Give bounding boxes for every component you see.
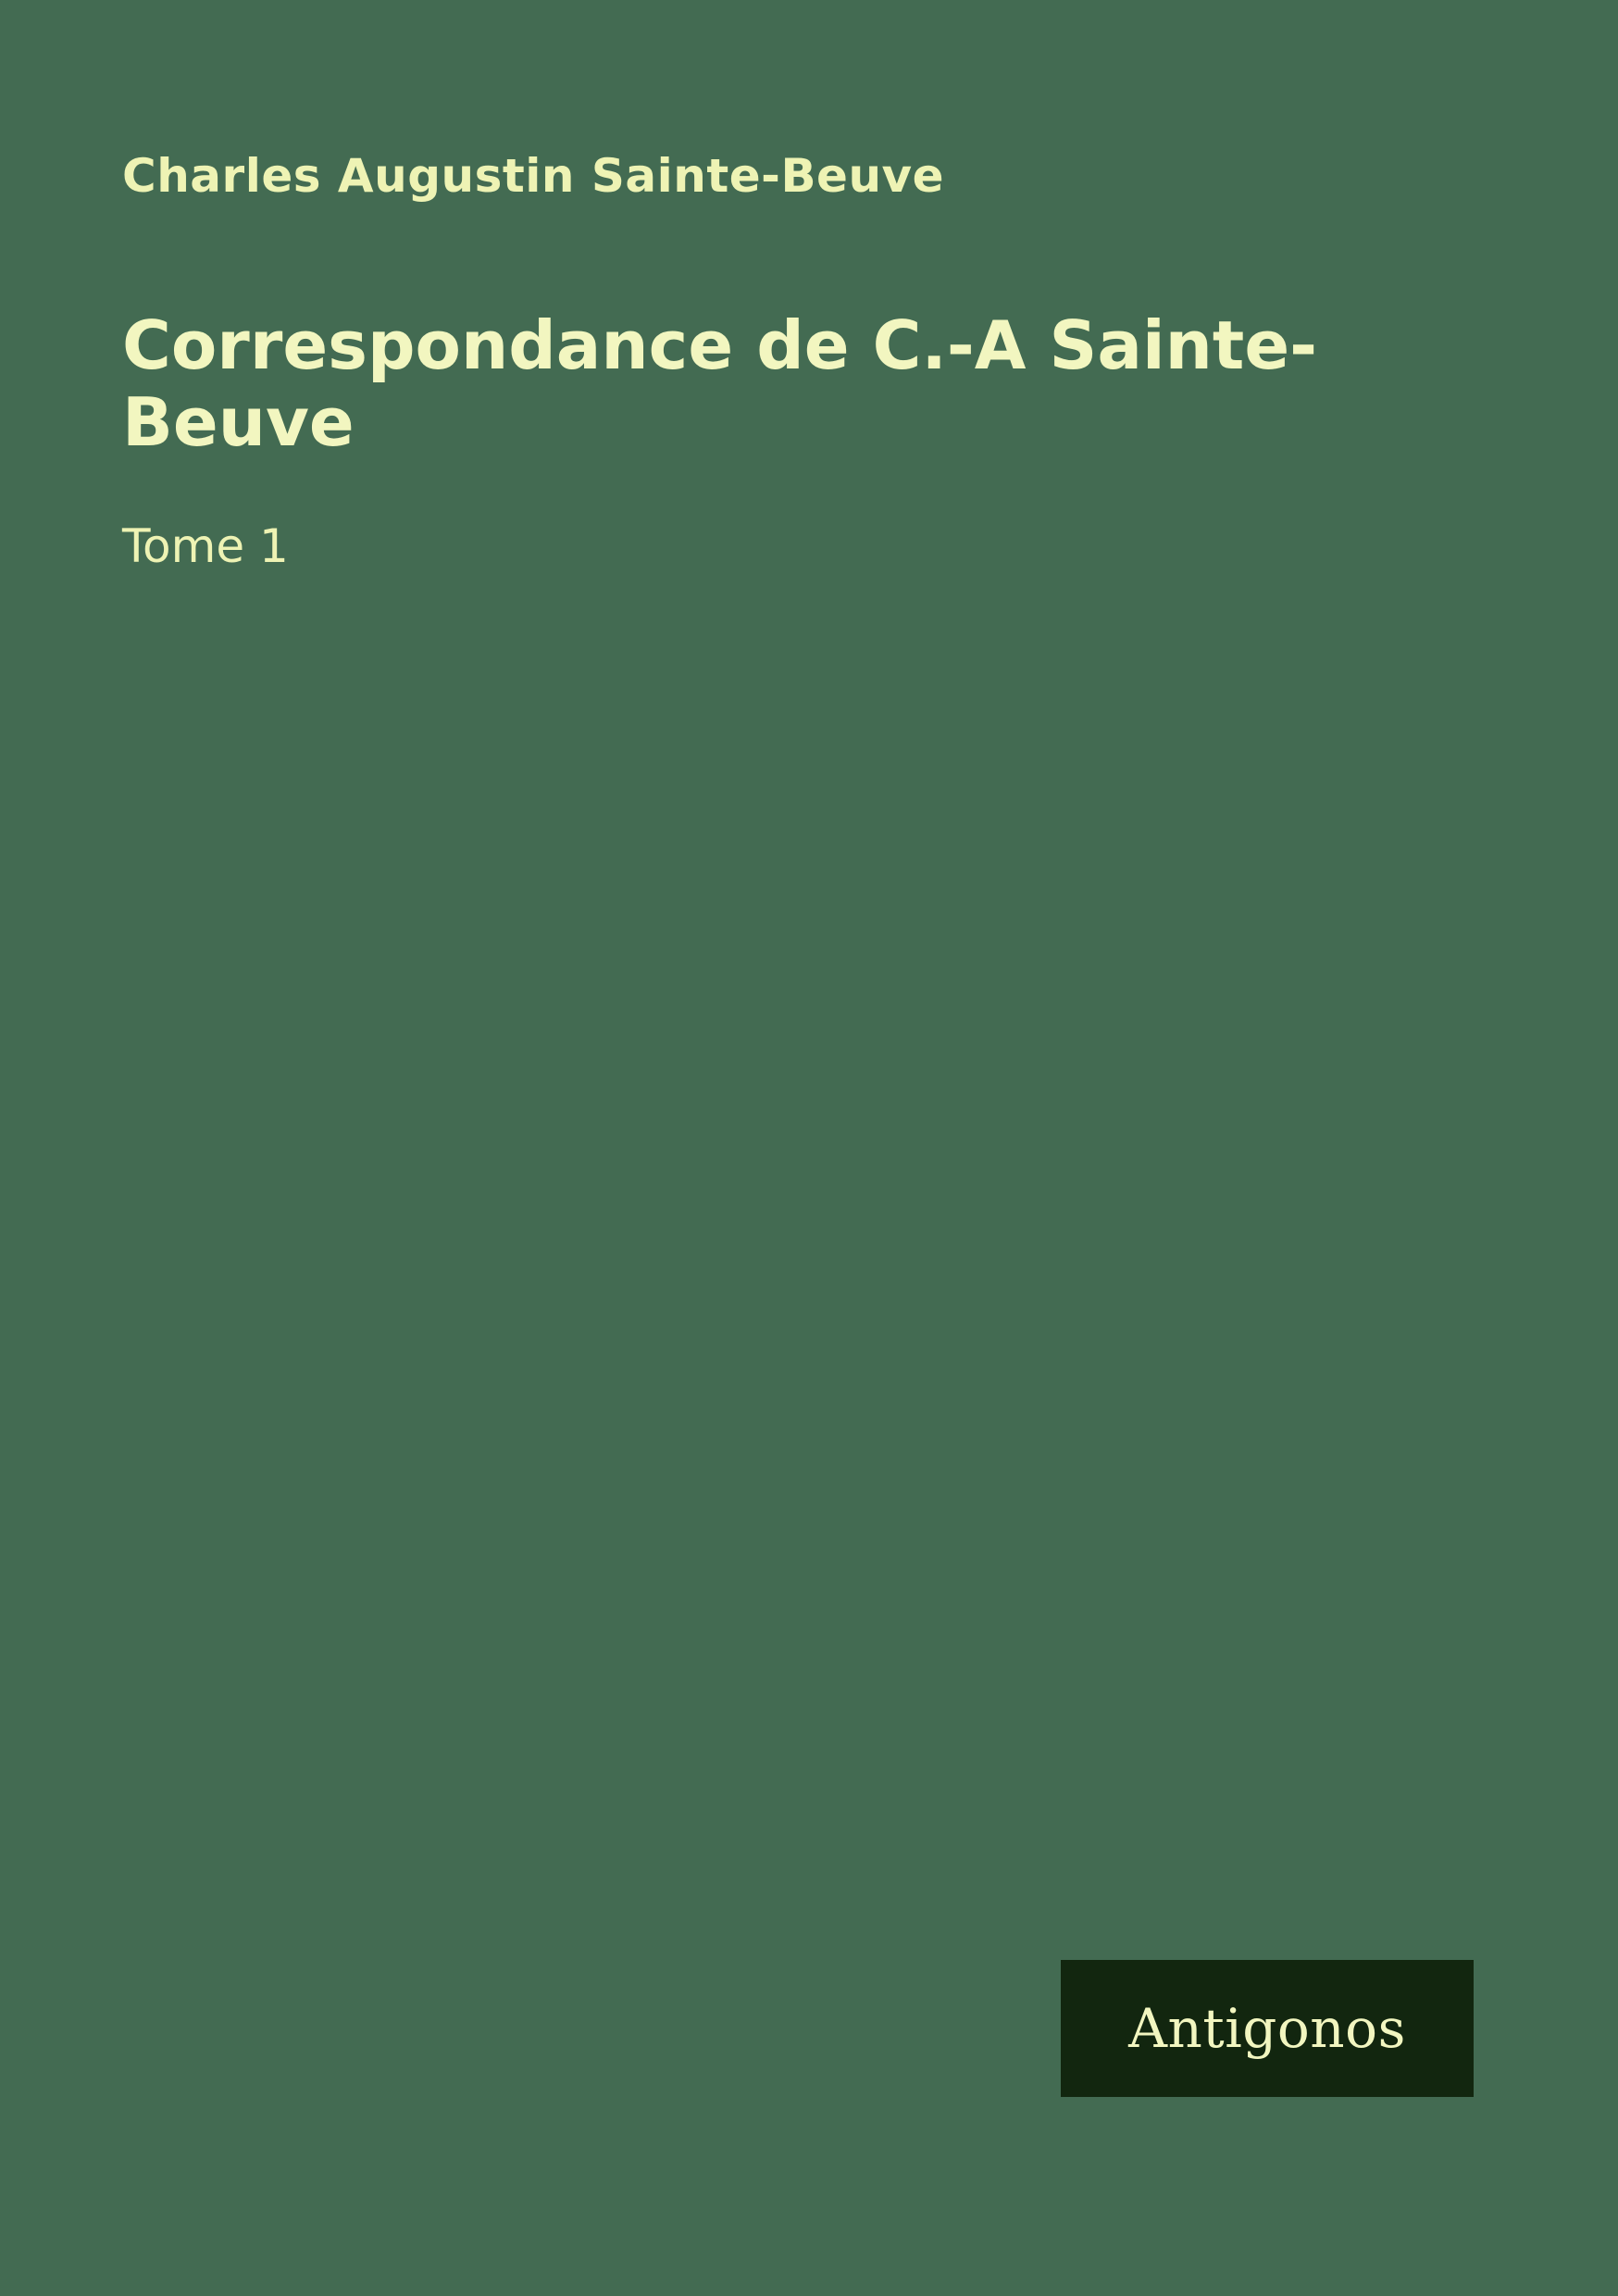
author-name: Charles Augustin Sainte-Beuve — [122, 149, 945, 203]
publisher-badge — [1061, 1960, 1474, 2097]
cover-text-block — [122, 148, 1492, 574]
book-title: Correspondance de C.-A Sainte-Beuve — [122, 306, 1318, 461]
book-subtitle: Tome 1 — [122, 518, 289, 573]
publisher-name: Antigonos — [1128, 1997, 1406, 2060]
